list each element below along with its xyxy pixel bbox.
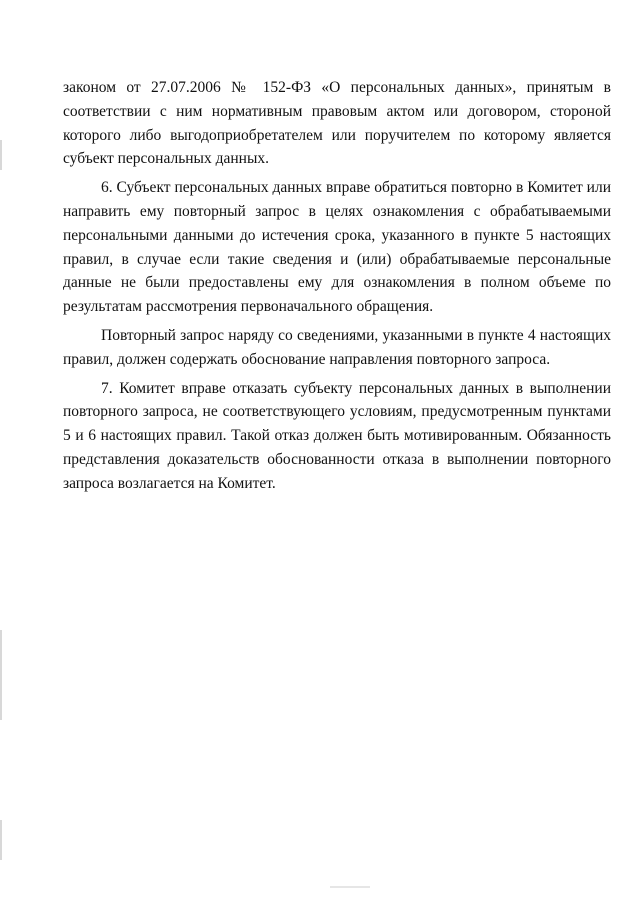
paragraph-item-6: 6. Субъект персональных данных вправе обратиться повторно в Комитет или направить ему повторный запрос в целях ознакомления с обрабатываемыми персональными данными до истечения срока, указанного в пункте 5 настоящих правил, в случае если такие сведения и (или) обрабатываемые персональные данные не были предоставлены ему для ознакомления в полном объеме по результатам рассмотрения первоначального обращения.	[63, 179, 611, 316]
scan-smudge	[330, 886, 370, 888]
scan-edge-mark	[0, 820, 2, 860]
paragraph-continuation: законом от 27.07.2006 № 152-ФЗ «О персональных данных», принятым в соответствии с ним нормативным правовым актом или договором, стороной которого либо выгодоприобретателем или поручителем по которому является субъект персональных данных.	[63, 79, 611, 168]
paragraph-item-7: 7. Комитет вправе отказать субъекту персональных данных в выполнении повторного запроса, не соответствующего условиям, предусмотренным пунктами 5 и 6 настоящих правил. Такой отказ должен быть мотивированным. Обязанность представления доказательств обоснованности отказа в выполнении повторного запроса возлагается на Комитет.	[63, 379, 611, 492]
scan-edge-mark	[0, 630, 2, 720]
document-body	[63, 76, 611, 501]
paragraph-repeat-request: Повторный запрос наряду со сведениями, указанными в пункте 4 настоящих правил, должен содержать обоснование направления повторного запроса.	[63, 326, 611, 368]
scan-edge-mark	[0, 140, 2, 170]
